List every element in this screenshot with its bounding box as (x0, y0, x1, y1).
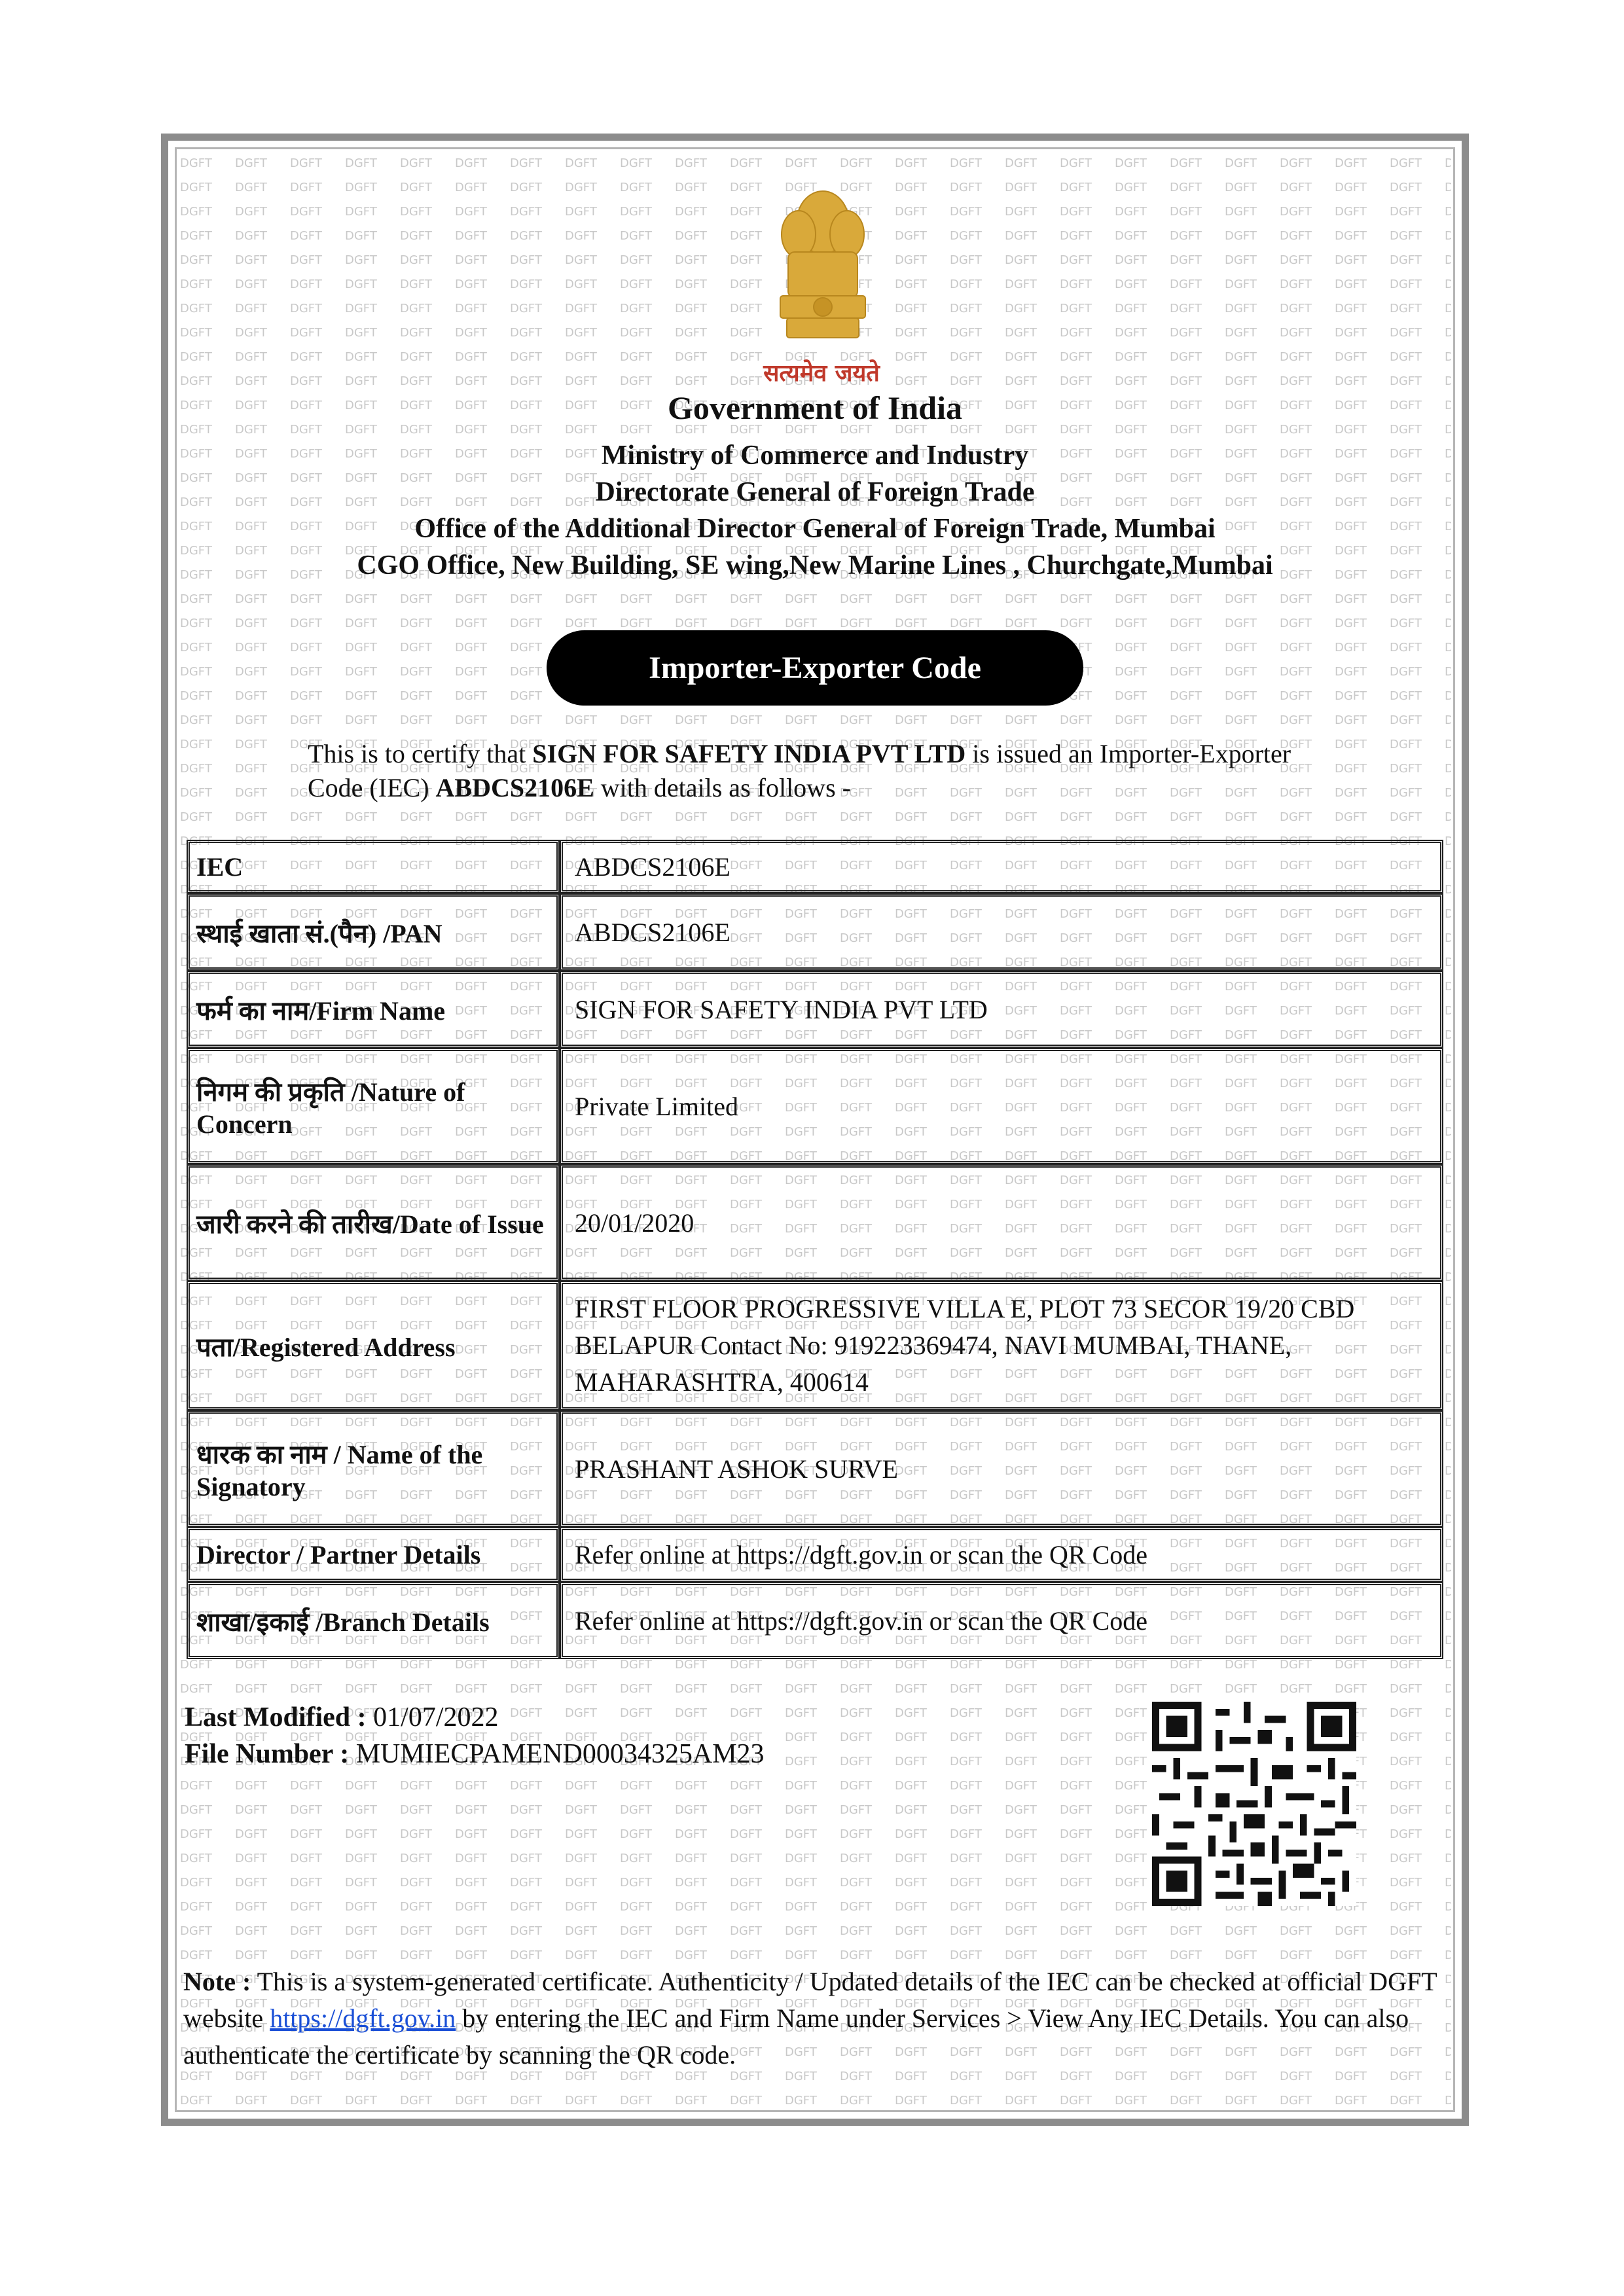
certify-firm: SIGN FOR SAFETY INDIA PVT LTD (532, 739, 966, 768)
table-row (187, 840, 1443, 893)
note-text-1: This is a system-generated certificate. Authenticity / Updated details of the IEC can be checked at official DGFT website (183, 1967, 1437, 2033)
row-value: ABDCS2106E (560, 893, 1443, 971)
note-paragraph (183, 1964, 1440, 2073)
office-heading: Office of the Additional Director General of Foreign Trade, Mumbai (414, 514, 1216, 544)
note-text-2: by entering the IEC and Firm Name under Services > View Any IEC Details. You can also authenticate the certificate by scanning the QR code. (183, 2003, 1409, 2070)
row-value: SIGN FOR SAFETY INDIA PVT LTD (560, 971, 1443, 1048)
table-row (187, 1048, 1443, 1164)
last-modified-label: Last Modified : (185, 1702, 367, 1732)
row-value: Private Limited (560, 1048, 1443, 1164)
certify-statement (308, 737, 1329, 805)
table-row (187, 1527, 1443, 1582)
row-label: पता/Registered Address (187, 1281, 560, 1410)
row-label: जारी करने की तारीख/Date of Issue (187, 1164, 560, 1281)
row-value: 20/01/2020 (560, 1164, 1443, 1281)
row-label: धारक का नाम / Name of the Signatory (187, 1410, 560, 1527)
dgft-website-link[interactable]: https://dgft.gov.in (270, 2003, 456, 2033)
certify-suffix: with details as follows - (600, 773, 851, 802)
qr-code-icon[interactable] (1152, 1702, 1356, 1906)
last-modified (185, 1702, 499, 1733)
emblem-motto: सत्यमेव जयते (763, 360, 880, 387)
certify-prefix: This is to certify that (308, 739, 526, 768)
last-modified-value: 01/07/2022 (373, 1702, 499, 1732)
row-label: निगम की प्रकृति /Nature of Concern (187, 1048, 560, 1164)
table-row (187, 971, 1443, 1048)
table-row (187, 1281, 1443, 1410)
government-heading: Government of India (668, 389, 962, 426)
table-row (187, 1410, 1443, 1527)
file-number (185, 1738, 765, 1770)
row-label: Director / Partner Details (187, 1527, 560, 1582)
row-value: FIRST FLOOR PROGRESSIVE VILLA E, PLOT 73 SECOR 19/20 CBD BELAPUR Contact No: 919223369474, NAVI MUMBAI, THANE, MAHARASHTRA, 400614 (560, 1281, 1443, 1410)
row-value: PRASHANT ASHOK SURVE (560, 1410, 1443, 1527)
table-row (187, 1582, 1443, 1659)
row-value: Refer online at https://dgft.gov.in or scan the QR Code (560, 1527, 1443, 1582)
row-label: स्थाई खाता सं.(पैन) /PAN (187, 893, 560, 971)
certificate-title: Importer-Exporter Code (547, 630, 1083, 706)
table-row (187, 893, 1443, 971)
directorate-heading: Directorate General of Foreign Trade (595, 477, 1035, 507)
row-label: फर्म का नाम/Firm Name (187, 971, 560, 1048)
ministry-heading: Ministry of Commerce and Industry (601, 440, 1029, 471)
file-number-value: MUMIECPAMEND00034325AM23 (355, 1739, 765, 1769)
certify-middle: is issued an Importer-Exporter Code (IEC) (308, 739, 1291, 802)
national-emblem-icon (767, 183, 878, 367)
row-value: ABDCS2106E (560, 840, 1443, 893)
row-label: IEC (187, 840, 560, 893)
file-number-label: File Number : (185, 1739, 350, 1769)
row-label: शाखा/इकाई /Branch Details (187, 1582, 560, 1659)
certify-iec: ABDCS2106E (435, 773, 594, 802)
office-address: CGO Office, New Building, SE wing,New Marine Lines , Churchgate,Mumbai (357, 550, 1273, 581)
iec-details-table (187, 840, 1443, 1659)
note-label: Note : (183, 1967, 251, 1996)
table-row (187, 1164, 1443, 1281)
row-value: Refer online at https://dgft.gov.in or scan the QR Code (560, 1582, 1443, 1659)
